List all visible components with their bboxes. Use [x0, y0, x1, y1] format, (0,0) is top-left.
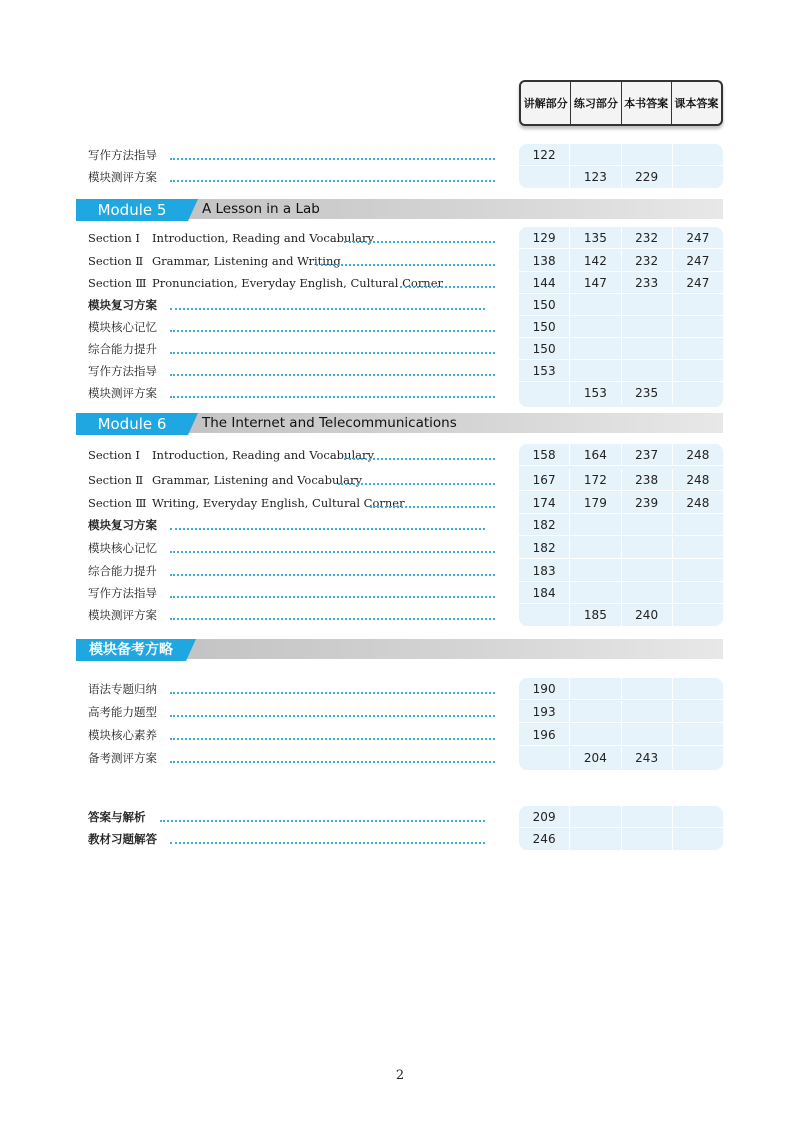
- page-textbook-answer: [673, 338, 723, 360]
- entry-title: 模块测评方案: [88, 170, 157, 184]
- page-book-answer: [622, 537, 673, 559]
- module-banner: [76, 199, 723, 221]
- leader-dots: [170, 158, 495, 160]
- module-tag: Module 6: [76, 413, 188, 435]
- leader-dots: [170, 596, 495, 598]
- toc-row: [0, 316, 800, 338]
- page-lecture: [519, 747, 570, 769]
- page-textbook-answer: 248: [673, 469, 723, 491]
- toc-row: [0, 492, 800, 514]
- module-tag: Module 5: [76, 199, 188, 221]
- page-lecture: 182: [519, 537, 570, 559]
- column-book-answers: 本书答案: [622, 82, 672, 124]
- page-practice: [570, 316, 621, 338]
- leader-dots: [344, 241, 495, 243]
- entry-title: 综合能力提升: [88, 564, 157, 578]
- leader-dots: [170, 692, 495, 694]
- page-practice: 172: [570, 469, 621, 491]
- module-title: The Internet and Telecommunications: [202, 415, 457, 431]
- entry-title: 教材习题解答: [88, 832, 157, 846]
- entry-title: 语法专题归纳: [88, 682, 157, 696]
- module-banner: [76, 639, 723, 661]
- page-book-answer: 232: [622, 227, 673, 249]
- leader-dots: [170, 738, 495, 740]
- page-book-answer: [622, 144, 673, 166]
- page-practice: 185: [570, 604, 621, 626]
- toc-row: [0, 678, 800, 700]
- toc-row: [0, 444, 800, 466]
- page-practice: [570, 514, 621, 536]
- page-textbook-answer: [673, 514, 723, 536]
- leader-dots: [170, 396, 495, 398]
- toc-row: [0, 227, 800, 249]
- page-practice: [570, 537, 621, 559]
- entry-title: 写作方法指导: [88, 586, 157, 600]
- leader-dots: [170, 374, 495, 376]
- page-textbook-answer: [673, 678, 723, 700]
- module-title: A Lesson in a Lab: [202, 201, 320, 217]
- leader-dots: [170, 330, 495, 332]
- toc-row: [0, 338, 800, 360]
- toc-row: [0, 582, 800, 604]
- entry-title: 模块复习方案: [88, 518, 157, 532]
- page-textbook-answer: [673, 604, 723, 626]
- entry-title: 模块测评方案: [88, 386, 157, 400]
- page-book-answer: [622, 316, 673, 338]
- page-lecture: 129: [519, 227, 570, 249]
- page-book-answer: 240: [622, 604, 673, 626]
- column-textbook-answers: 课本答案: [674, 97, 719, 110]
- leader-dots: [170, 528, 485, 530]
- toc-row: [0, 828, 800, 850]
- page-lecture: 138: [519, 250, 570, 272]
- entry-title: Introduction, Reading and Vocabulary: [152, 231, 374, 245]
- page-book-answer: [622, 582, 673, 604]
- page-textbook-answer: 247: [673, 272, 723, 294]
- page-lecture: 246: [519, 828, 570, 850]
- page-practice: 135: [570, 227, 621, 249]
- page-book-answer: [622, 294, 673, 316]
- entry-title: 备考测评方案: [88, 751, 157, 765]
- page-textbook-answer: 248: [673, 444, 723, 466]
- page-lecture: 158: [519, 444, 570, 466]
- page-lecture: 182: [519, 514, 570, 536]
- entry-title: 写作方法指导: [88, 148, 157, 162]
- entry-title: Writing, Everyday English, Cultural Corner: [152, 496, 405, 510]
- page-lecture: 184: [519, 582, 570, 604]
- page-book-answer: [622, 828, 673, 850]
- page-lecture: 153: [519, 360, 570, 382]
- section-number: Section Ⅰ: [88, 448, 140, 462]
- toc-row: [0, 272, 800, 294]
- page-lecture: [519, 166, 570, 188]
- page-lecture: 144: [519, 272, 570, 294]
- page-practice: [570, 338, 621, 360]
- page-lecture: 196: [519, 724, 570, 746]
- toc-row: [0, 747, 800, 769]
- page-textbook-answer: [673, 724, 723, 746]
- entry-title: 高考能力题型: [88, 705, 157, 719]
- leader-dots: [316, 264, 495, 266]
- leader-dots: [400, 286, 495, 288]
- page-book-answer: [622, 514, 673, 536]
- entry-title: Pronunciation, Everyday English, Cultural Corner: [152, 276, 444, 290]
- page-practice: [570, 360, 621, 382]
- page-book-answer: 233: [622, 272, 673, 294]
- leader-dots: [170, 761, 495, 763]
- page-book-answer: [622, 338, 673, 360]
- page-book-answer: [622, 360, 673, 382]
- leader-dots: [338, 483, 495, 485]
- page-lecture: [519, 382, 570, 404]
- page-textbook-answer: 247: [673, 250, 723, 272]
- entry-title: 模块核心素养: [88, 728, 157, 742]
- toc-row: [0, 250, 800, 272]
- page-textbook-answer: [673, 144, 723, 166]
- section-number: Section Ⅲ: [88, 276, 147, 290]
- page-book-answer: 237: [622, 444, 673, 466]
- page-textbook-answer: [673, 747, 723, 769]
- toc-row: [0, 724, 800, 746]
- page-practice: [570, 806, 621, 828]
- section-number: Section Ⅱ: [88, 473, 144, 487]
- entry-title: Grammar, Listening and Writing: [152, 254, 341, 268]
- page-textbook-answer: [673, 166, 723, 188]
- page-lecture: 167: [519, 469, 570, 491]
- toc-row: [0, 469, 800, 491]
- page-book-answer: 239: [622, 492, 673, 514]
- column-lecture: 讲解部分: [521, 82, 571, 124]
- toc-row: [0, 560, 800, 582]
- page-lecture: 150: [519, 338, 570, 360]
- column-practice: 练习部分: [571, 82, 621, 124]
- section-number: Section Ⅲ: [88, 496, 147, 510]
- page-textbook-answer: [673, 537, 723, 559]
- page-practice: [570, 724, 621, 746]
- toc-row: [0, 806, 800, 828]
- page-practice: [570, 701, 621, 723]
- entry-title: 模块复习方案: [88, 298, 157, 312]
- page-number: 2: [395, 1068, 405, 1083]
- page-lecture: 183: [519, 560, 570, 582]
- page-book-answer: [622, 560, 673, 582]
- page-textbook-answer: [673, 701, 723, 723]
- module-tag: 模块备考方略: [76, 639, 186, 661]
- leader-dots: [344, 458, 495, 460]
- entry-title: 综合能力提升: [88, 342, 157, 356]
- entry-title: Grammar, Listening and Vocabulary: [152, 473, 362, 487]
- section-number: Section Ⅰ: [88, 231, 140, 245]
- page-book-answer: 235: [622, 382, 673, 404]
- leader-dots: [170, 180, 495, 182]
- page-textbook-answer: 248: [673, 492, 723, 514]
- page-practice: [570, 294, 621, 316]
- page-textbook-answer: [673, 560, 723, 582]
- page-book-answer: [622, 806, 673, 828]
- page-lecture: 150: [519, 294, 570, 316]
- page-textbook-answer: [673, 294, 723, 316]
- entry-title: Introduction, Reading and Vocabulary: [152, 448, 374, 462]
- leader-dots: [170, 574, 495, 576]
- page-lecture: 190: [519, 678, 570, 700]
- page-practice: 142: [570, 250, 621, 272]
- toc-row: [0, 537, 800, 559]
- leader-dots: [170, 308, 485, 310]
- page-practice: [570, 582, 621, 604]
- page-lecture: 122: [519, 144, 570, 166]
- page-practice: 153: [570, 382, 621, 404]
- page-practice: 179: [570, 492, 621, 514]
- toc-row: [0, 514, 800, 536]
- entry-title: 写作方法指导: [88, 364, 157, 378]
- page-textbook-answer: [673, 316, 723, 338]
- page-practice: [570, 828, 621, 850]
- leader-dots: [170, 715, 495, 717]
- page-book-answer: 243: [622, 747, 673, 769]
- leader-dots: [170, 618, 495, 620]
- column-header: [519, 80, 723, 126]
- page-lecture: 193: [519, 701, 570, 723]
- page-practice: [570, 144, 621, 166]
- page-book-answer: 238: [622, 469, 673, 491]
- toc-row: [0, 382, 800, 404]
- page-book-answer: 229: [622, 166, 673, 188]
- page-practice: 147: [570, 272, 621, 294]
- page-book-answer: [622, 701, 673, 723]
- page-lecture: 150: [519, 316, 570, 338]
- toc-row: [0, 604, 800, 626]
- page-textbook-answer: [673, 360, 723, 382]
- leader-dots: [170, 842, 485, 844]
- leader-dots: [170, 352, 495, 354]
- page-textbook-answer: [673, 382, 723, 404]
- entry-title: 答案与解析: [88, 810, 146, 824]
- page-practice: 204: [570, 747, 621, 769]
- page-lecture: 209: [519, 806, 570, 828]
- page-textbook-answer: [673, 828, 723, 850]
- page-book-answer: [622, 724, 673, 746]
- leader-dots: [370, 506, 495, 508]
- toc-row: [0, 144, 800, 166]
- page-practice: 164: [570, 444, 621, 466]
- toc-row: [0, 294, 800, 316]
- page-book-answer: 232: [622, 250, 673, 272]
- toc-row: [0, 166, 800, 188]
- page-lecture: 174: [519, 492, 570, 514]
- page-practice: [570, 678, 621, 700]
- toc-row: [0, 360, 800, 382]
- module-banner: [76, 413, 723, 435]
- page-textbook-answer: [673, 806, 723, 828]
- entry-title: 模块核心记忆: [88, 541, 157, 555]
- page-book-answer: [622, 678, 673, 700]
- leader-dots: [160, 820, 485, 822]
- toc-row: [0, 701, 800, 723]
- entry-title: 模块核心记忆: [88, 320, 157, 334]
- leader-dots: [170, 551, 495, 553]
- page-textbook-answer: [673, 582, 723, 604]
- page-lecture: [519, 604, 570, 626]
- section-number: Section Ⅱ: [88, 254, 144, 268]
- page-textbook-answer: 247: [673, 227, 723, 249]
- page-practice: [570, 560, 621, 582]
- page-practice: 123: [570, 166, 621, 188]
- entry-title: 模块测评方案: [88, 608, 157, 622]
